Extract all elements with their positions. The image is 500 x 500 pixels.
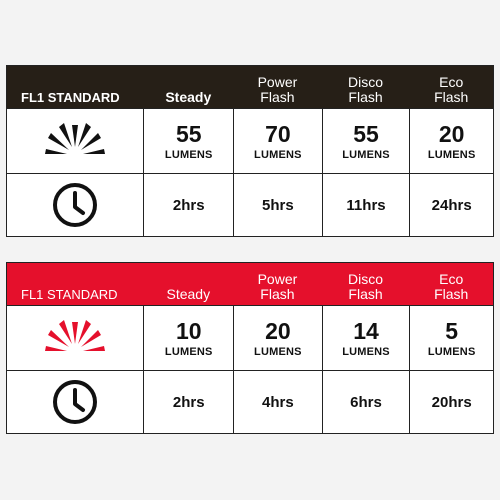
table-header [7,263,493,305]
model-name: FL1 STANDARD [21,287,118,302]
lumens-unit: LUMENS [164,345,213,358]
lumens-cell [322,306,410,370]
lumens-unit: LUMENS [254,148,302,161]
runtime-value: 2hrs [172,393,205,411]
runtime-icon-cell [7,174,143,236]
runtime-value: 24hrs [431,196,472,214]
spec-table-red [6,262,494,434]
lumens-cell [143,306,233,370]
lumens-value: 55 [175,120,202,147]
lumens-row [7,108,493,173]
lumens-unit: LUMENS [164,148,213,161]
lumens-cell [233,306,322,370]
mode-disco-flash: Disco Flash [348,271,384,302]
sun-rays-icon [35,316,115,360]
lumens-unit: LUMENS [427,345,476,358]
lumens-unit: LUMENS [427,148,476,161]
lumens-unit: LUMENS [342,148,390,161]
lumens-value: 10 [175,317,202,344]
lumens-value: 14 [353,317,379,344]
lumens-unit: LUMENS [254,345,302,358]
sun-rays-icon [35,119,115,163]
runtime-value: 6hrs [350,393,382,411]
runtime-row [7,370,493,433]
lumens-value: 70 [265,120,291,147]
spec-table-black [6,65,494,237]
table-header [7,66,493,108]
lumens-value: 20 [438,120,465,147]
lumens-unit: LUMENS [342,345,390,358]
runtime-value: 20hrs [431,393,472,411]
runtime-value: 11hrs [346,196,386,214]
mode-disco-flash: Disco Flash [348,74,384,105]
lumens-value: 20 [265,317,291,344]
lumens-value: 55 [353,120,379,147]
mode-steady: Steady [165,89,212,105]
model-name: FL1 STANDARD [21,90,120,105]
lumens-cell [409,109,493,173]
runtime-row [7,173,493,236]
lumens-cell [233,109,322,173]
mode-power-flash: Power Flash [257,271,298,302]
brightness-icon-cell [7,306,143,370]
lumens-row [7,305,493,370]
clock-icon [51,378,99,426]
lumens-value: 5 [445,317,459,344]
runtime-value: 4hrs [262,393,294,411]
mode-power-flash: Power Flash [257,74,298,105]
lumens-cell [143,109,233,173]
mode-eco-flash: Eco Flash [434,74,469,105]
clock-icon [51,181,99,229]
runtime-icon-cell [7,371,143,433]
brightness-icon-cell [7,109,143,173]
lumens-cell [322,109,410,173]
mode-steady: Steady [166,286,211,302]
lumens-cell [409,306,493,370]
runtime-value: 5hrs [262,196,294,214]
mode-eco-flash: Eco Flash [434,271,469,302]
runtime-value: 2hrs [172,196,205,214]
